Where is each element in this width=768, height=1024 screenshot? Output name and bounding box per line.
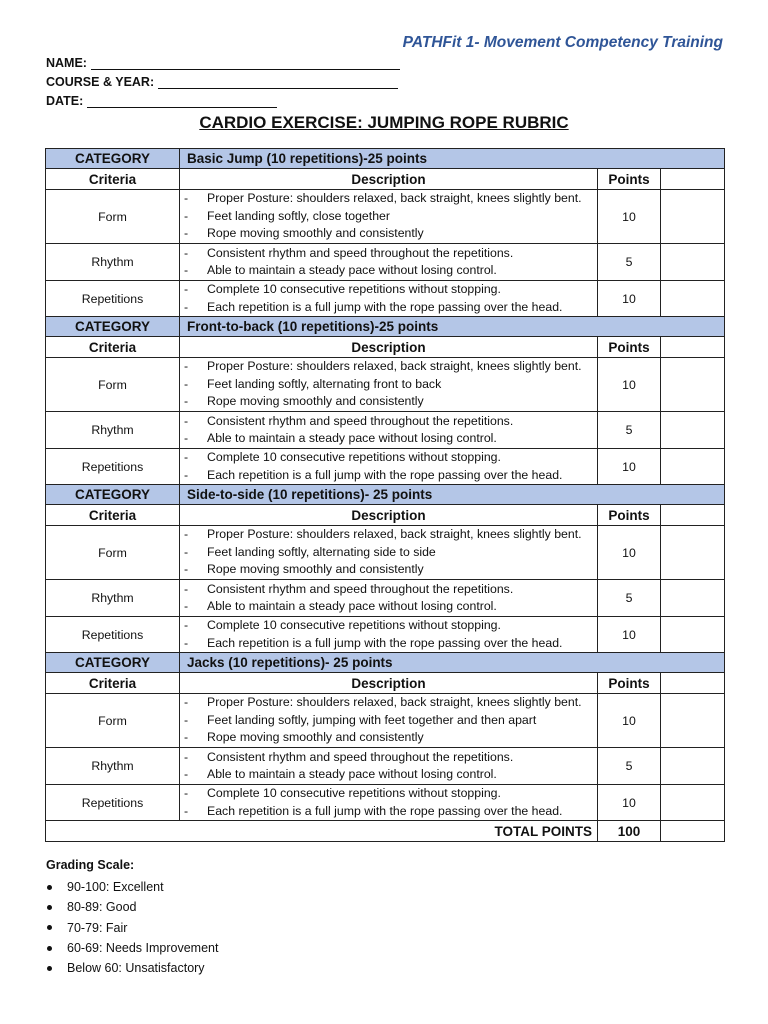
description-text: Complete 10 consecutive repetitions without stopping. (207, 282, 501, 296)
description-text: Able to maintain a steady pace without losing control. (207, 767, 497, 781)
criteria-row (46, 449, 725, 485)
description-cell (180, 785, 598, 821)
description-text: Rope moving smoothly and consistently (207, 226, 424, 241)
dash-marker: - (184, 786, 189, 800)
grading-item-text: 60-69: Needs Improvement (67, 941, 219, 956)
criteria-row (46, 526, 725, 580)
dash-marker: - (184, 562, 189, 577)
description-text: Proper Posture: shoulders relaxed, back straight, knees slightly bent. (207, 527, 582, 542)
description-line (184, 393, 593, 411)
description-line (184, 358, 593, 376)
description-cell (180, 281, 598, 317)
dash-marker: - (184, 263, 189, 277)
description-text: Complete 10 consecutive repetitions without stopping. (207, 618, 501, 632)
description-text: Consistent rhythm and speed throughout the repetitions. (207, 413, 514, 428)
criteria-cell: Rhythm (46, 412, 180, 449)
score-cell[interactable] (661, 449, 725, 485)
date-field (46, 94, 277, 108)
points-cell: 10 (598, 190, 661, 244)
description-line (184, 766, 593, 784)
category-row (46, 653, 725, 673)
description-text: Feet landing softly, alternating front to back (207, 376, 442, 391)
score-header-cell[interactable] (661, 337, 725, 358)
dash-marker: - (184, 282, 189, 296)
grading-item (46, 897, 218, 917)
dash-marker: - (184, 599, 189, 613)
name-blank-line[interactable] (91, 57, 400, 70)
description-line (184, 635, 593, 653)
points-cell: 10 (598, 694, 661, 748)
description-line (184, 694, 593, 712)
score-header-cell[interactable] (661, 169, 725, 190)
description-header: Description (180, 505, 598, 526)
score-cell[interactable] (661, 617, 725, 653)
score-cell[interactable] (661, 785, 725, 821)
score-cell[interactable] (661, 580, 725, 617)
description-text: Feet landing softly, close together (207, 208, 390, 223)
total-score-cell[interactable] (661, 821, 725, 842)
points-header: Points (598, 169, 661, 190)
dash-marker: - (184, 394, 189, 409)
description-text: Rope moving smoothly and consistently (207, 562, 424, 577)
date-label: DATE: (46, 94, 84, 108)
score-cell[interactable] (661, 358, 725, 412)
score-cell[interactable] (661, 412, 725, 449)
description-line (184, 581, 593, 599)
points-cell: 5 (598, 748, 661, 785)
course-year-field (46, 75, 398, 89)
course-title: PATHFit 1- Movement Competency Training (402, 34, 723, 51)
grading-item (46, 918, 218, 938)
description-text: Each repetition is a full jump with the rope passing over the head. (207, 467, 563, 482)
description-cell (180, 526, 598, 580)
description-text: Feet landing softly, alternating side to side (207, 544, 436, 559)
criteria-row (46, 281, 725, 317)
description-line (184, 262, 593, 280)
grading-item-text: 80-89: Good (67, 900, 137, 915)
score-cell[interactable] (661, 190, 725, 244)
criteria-header: Criteria (46, 169, 180, 190)
bullet-icon (47, 966, 52, 971)
criteria-cell: Form (46, 526, 180, 580)
criteria-row (46, 694, 725, 748)
points-cell: 10 (598, 281, 661, 317)
criteria-cell: Rhythm (46, 580, 180, 617)
course-year-label: COURSE & YEAR: (46, 75, 155, 89)
criteria-cell: Repetitions (46, 617, 180, 653)
description-text: Able to maintain a steady pace without losing control. (207, 599, 497, 613)
date-blank-line[interactable] (87, 95, 277, 108)
category-title: Side-to-side (10 repetitions)- 25 points (180, 485, 725, 505)
criteria-row (46, 785, 725, 821)
description-text: Each repetition is a full jump with the rope passing over the head. (207, 635, 563, 650)
column-header-row (46, 169, 725, 190)
criteria-cell: Form (46, 358, 180, 412)
criteria-header: Criteria (46, 673, 180, 694)
dash-marker: - (184, 712, 189, 727)
criteria-row (46, 580, 725, 617)
description-line (184, 598, 593, 616)
description-line (184, 430, 593, 448)
bullet-icon (47, 885, 52, 890)
description-line (184, 245, 593, 263)
bullet-icon (47, 925, 52, 930)
criteria-row (46, 358, 725, 412)
description-line (184, 225, 593, 243)
points-cell: 5 (598, 412, 661, 449)
description-text: Consistent rhythm and speed throughout the repetitions. (207, 245, 514, 260)
dash-marker: - (184, 413, 189, 428)
category-label: CATEGORY (46, 317, 180, 337)
category-title: Basic Jump (10 repetitions)-25 points (180, 149, 725, 169)
category-title: Front-to-back (10 repetitions)-25 points (180, 317, 725, 337)
category-label: CATEGORY (46, 485, 180, 505)
description-text: Rope moving smoothly and consistently (207, 394, 424, 409)
score-cell[interactable] (661, 694, 725, 748)
description-cell (180, 358, 598, 412)
description-text: Rope moving smoothly and consistently (207, 730, 424, 745)
grading-scale-title: Grading Scale: (46, 858, 135, 872)
dash-marker: - (184, 299, 189, 314)
criteria-row (46, 412, 725, 449)
bullet-icon (47, 946, 52, 951)
description-text: Consistent rhythm and speed throughout the repetitions. (207, 749, 514, 764)
category-label: CATEGORY (46, 149, 180, 169)
grading-item-text: 70-79: Fair (67, 920, 128, 935)
grading-scale (46, 858, 218, 978)
points-cell: 10 (598, 358, 661, 412)
total-label: TOTAL POINTS (46, 821, 598, 842)
grading-item (46, 877, 218, 897)
score-header-cell[interactable] (661, 505, 725, 526)
description-line (184, 467, 593, 485)
column-header-row (46, 337, 725, 358)
grading-list (46, 877, 218, 978)
description-text: Each repetition is a full jump with the rope passing over the head. (207, 299, 563, 314)
criteria-row (46, 244, 725, 281)
category-row (46, 317, 725, 337)
category-row (46, 149, 725, 169)
description-text: Proper Posture: shoulders relaxed, back straight, knees slightly bent. (207, 695, 582, 710)
name-label: NAME: (46, 56, 87, 70)
points-cell: 10 (598, 526, 661, 580)
name-field (46, 56, 400, 70)
score-cell[interactable] (661, 748, 725, 785)
points-cell: 5 (598, 580, 661, 617)
description-header: Description (180, 337, 598, 358)
description-line (184, 413, 593, 431)
description-line (184, 190, 593, 208)
description-line (184, 208, 593, 226)
category-title: Jacks (10 repetitions)- 25 points (180, 653, 725, 673)
dash-marker: - (184, 730, 189, 745)
criteria-cell: Form (46, 694, 180, 748)
dash-marker: - (184, 803, 189, 818)
dash-marker: - (184, 749, 189, 764)
dash-marker: - (184, 618, 189, 632)
score-cell[interactable] (661, 244, 725, 281)
criteria-header: Criteria (46, 337, 180, 358)
description-text: Feet landing softly, jumping with feet together and then apart (207, 712, 537, 727)
grading-item-text: 90-100: Excellent (67, 880, 164, 895)
column-header-row (46, 673, 725, 694)
dash-marker: - (184, 544, 189, 559)
description-line (184, 561, 593, 579)
description-text: Able to maintain a steady pace without losing control. (207, 263, 497, 277)
document-title: CARDIO EXERCISE: JUMPING ROPE RUBRIC (199, 113, 569, 132)
description-line (184, 526, 593, 544)
points-cell: 10 (598, 785, 661, 821)
description-text: Consistent rhythm and speed throughout the repetitions. (207, 581, 514, 596)
grading-item (46, 938, 218, 958)
category-row (46, 485, 725, 505)
grading-item-text: Below 60: Unsatisfactory (67, 961, 205, 976)
total-value: 100 (598, 821, 661, 842)
criteria-cell: Rhythm (46, 244, 180, 281)
criteria-cell: Repetitions (46, 281, 180, 317)
description-header: Description (180, 673, 598, 694)
description-line (184, 376, 593, 394)
dash-marker: - (184, 581, 189, 596)
dash-marker: - (184, 226, 189, 241)
category-label: CATEGORY (46, 653, 180, 673)
description-line (184, 749, 593, 767)
dash-marker: - (184, 245, 189, 260)
points-header: Points (598, 673, 661, 694)
description-text: Able to maintain a steady pace without losing control. (207, 431, 497, 445)
dash-marker: - (184, 635, 189, 650)
description-line (184, 449, 593, 467)
description-line (184, 729, 593, 747)
description-text: Each repetition is a full jump with the rope passing over the head. (207, 803, 563, 818)
criteria-cell: Form (46, 190, 180, 244)
criteria-row (46, 190, 725, 244)
description-line (184, 617, 593, 635)
description-cell (180, 190, 598, 244)
description-cell (180, 244, 598, 281)
points-cell: 10 (598, 617, 661, 653)
points-header: Points (598, 505, 661, 526)
criteria-cell: Rhythm (46, 748, 180, 785)
points-cell: 5 (598, 244, 661, 281)
description-cell (180, 580, 598, 617)
dash-marker: - (184, 767, 189, 781)
dash-marker: - (184, 376, 189, 391)
description-text: Complete 10 consecutive repetitions without stopping. (207, 786, 501, 800)
description-cell (180, 412, 598, 449)
dash-marker: - (184, 467, 189, 482)
score-header-cell[interactable] (661, 673, 725, 694)
description-line (184, 299, 593, 317)
description-line (184, 785, 593, 803)
criteria-header: Criteria (46, 505, 180, 526)
bullet-icon (47, 905, 52, 910)
points-header: Points (598, 337, 661, 358)
description-line (184, 712, 593, 730)
criteria-row (46, 617, 725, 653)
grading-item (46, 958, 218, 978)
description-cell (180, 617, 598, 653)
criteria-row (46, 748, 725, 785)
description-line (184, 803, 593, 821)
criteria-cell: Repetitions (46, 449, 180, 485)
description-text: Complete 10 consecutive repetitions without stopping. (207, 450, 501, 464)
course-year-blank-line[interactable] (158, 76, 398, 89)
dash-marker: - (184, 695, 189, 710)
description-header: Description (180, 169, 598, 190)
score-cell[interactable] (661, 526, 725, 580)
dash-marker: - (184, 527, 189, 542)
points-cell: 10 (598, 449, 661, 485)
description-cell (180, 449, 598, 485)
description-line (184, 281, 593, 299)
rubric-table (45, 148, 725, 842)
column-header-row (46, 505, 725, 526)
description-line (184, 544, 593, 562)
dash-marker: - (184, 191, 189, 206)
score-cell[interactable] (661, 281, 725, 317)
dash-marker: - (184, 431, 189, 445)
description-cell (180, 694, 598, 748)
criteria-cell: Repetitions (46, 785, 180, 821)
total-row (46, 821, 725, 842)
description-text: Proper Posture: shoulders relaxed, back straight, knees slightly bent. (207, 359, 582, 374)
dash-marker: - (184, 208, 189, 223)
description-text: Proper Posture: shoulders relaxed, back straight, knees slightly bent. (207, 191, 582, 206)
description-cell (180, 748, 598, 785)
dash-marker: - (184, 359, 189, 374)
dash-marker: - (184, 450, 189, 464)
